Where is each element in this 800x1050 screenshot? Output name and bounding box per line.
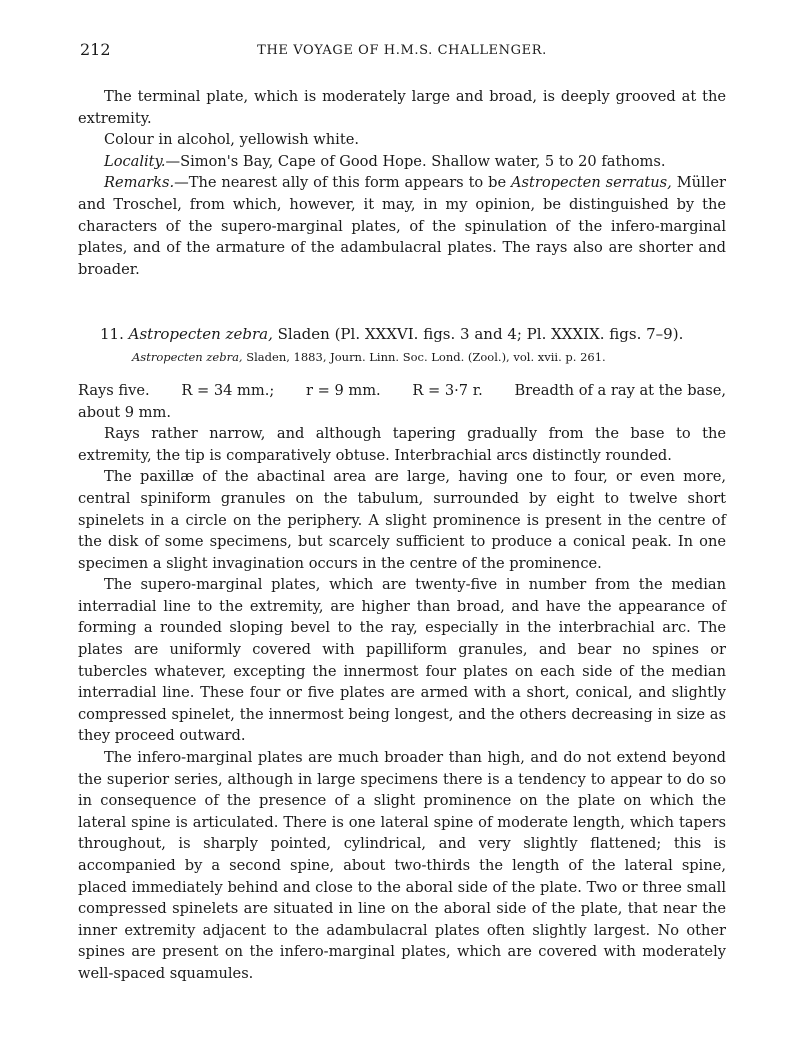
locality-text: —Simon's Bay, Cape of Good Hope. Shallow water, 5 to 20 fathoms.: [165, 152, 666, 170]
running-title: THE VOYAGE OF H.M.S. CHALLENGER.: [257, 43, 547, 58]
measure-R: R = 34 mm.;: [181, 381, 275, 399]
rays-five: Rays five.: [78, 381, 150, 399]
species-heading: [78, 324, 726, 346]
measure-r: r = 9 mm.: [305, 381, 381, 399]
remarks-species: Astropecten serratus,: [511, 174, 672, 192]
page-body: [78, 86, 726, 985]
paragraph-supero-marginal: The supero-marginal plates, which are twenty-five in number from the median interradial line to the extremity, are higher than broad, and have the appearance of forming a rounded sloping bevel to the ray, especially in the interbrachial arc. The plates are uniformly covered with papilliform granules, and bear no spines or tubercles whatever, excepting the innermost four plates on each side of the median interradial line. These four or five plates are armed with a short, conical, and slightly compressed spinelet, the innermost being longest, and the others decreasing in size as they proceed outward.: [78, 576, 726, 745]
species-name: Astropecten zebra,: [128, 325, 273, 344]
synonym-name: Astropecten zebra,: [132, 349, 243, 364]
paragraph-rays: Rays rather narrow, and although tapering gradually from the base to the extremity, the tip is comparatively obtuse. Interbrachial arcs distinctly rounded.: [78, 425, 726, 464]
remarks-label: Remarks.: [104, 174, 175, 192]
remarks-post: Müller and Troschel, from which, however, it may, in my opinion, be distinguished by the characters of the supero-marginal plates, of the spinulation of the infero-marginal plates, and of the armature of the adambulacral plates. The rays also are shorter and broader.: [78, 174, 726, 278]
paragraph-remarks: [78, 172, 726, 280]
species-author-plates: Sladen (Pl. XXXVI. figs. 3 and 4; Pl. XXXIX. figs. 7–9).: [272, 325, 684, 344]
remarks-pre: —The nearest ally of this form appears to be: [174, 174, 512, 192]
paragraph-paxillae: The paxillæ of the abactinal area are large, having one to four, or even more, central spiniform granules on the tabulum, surrounded by eight to twelve short spinelets in a circle on the periphery. A slight prominence is present in the centre of the disk of some specimens, but scarcely sufficient to produce a conical peak. In one specimen a slight invagination occurs in the centre of the prominence.: [78, 468, 726, 572]
paragraph-terminal-plate: The terminal plate, which is moderately large and broad, is deeply grooved at the extremity.: [78, 88, 726, 127]
locality-label: Locality.: [104, 152, 166, 170]
section-gap: [78, 280, 726, 324]
heading-gap: [78, 366, 726, 380]
paragraph-infero-marginal: The infero-marginal plates are much broader than high, and do not extend beyond the superior series, although in large specimens there is a tendency to appear to do so in consequence of the presence of a slight prominence on the plate on which the lateral spine is articulated. There is one lateral spine of moderate length, which tapers throughout, is sharply pointed, cylindrical, and very slightly flattened; this is accompanied by a second spine, about two-thirds the length of the lateral spine, placed immediately behind and close to the aboral side of the plate. Two or three small compressed spinelets are situated in line on the aboral side of the plate, that near the inner extremity adjacent to the adambulacral plates often slightly largest. No other spines are present on the infero-marginal plates, which are covered with moderately well-spaced squamules.: [78, 749, 726, 982]
species-number: 11.: [100, 325, 124, 344]
paragraph-colour: Colour in alcohol, yellowish white.: [104, 131, 359, 149]
paragraph-locality: [78, 151, 726, 173]
measure-ratio: R = 3·7 r.: [412, 381, 483, 399]
breadth-label: Breadth of a ray at the base,: [514, 381, 726, 399]
page-header: [80, 40, 724, 64]
synonym-reference: Sladen, 1883, Journ. Linn. Soc. Lond. (Zool.), vol. xvii. p. 261.: [242, 349, 606, 364]
page-number: 212: [80, 40, 111, 59]
synonym-line: [78, 348, 726, 366]
breadth-value: about 9 mm.: [78, 403, 171, 421]
measurement-line: [78, 380, 726, 402]
